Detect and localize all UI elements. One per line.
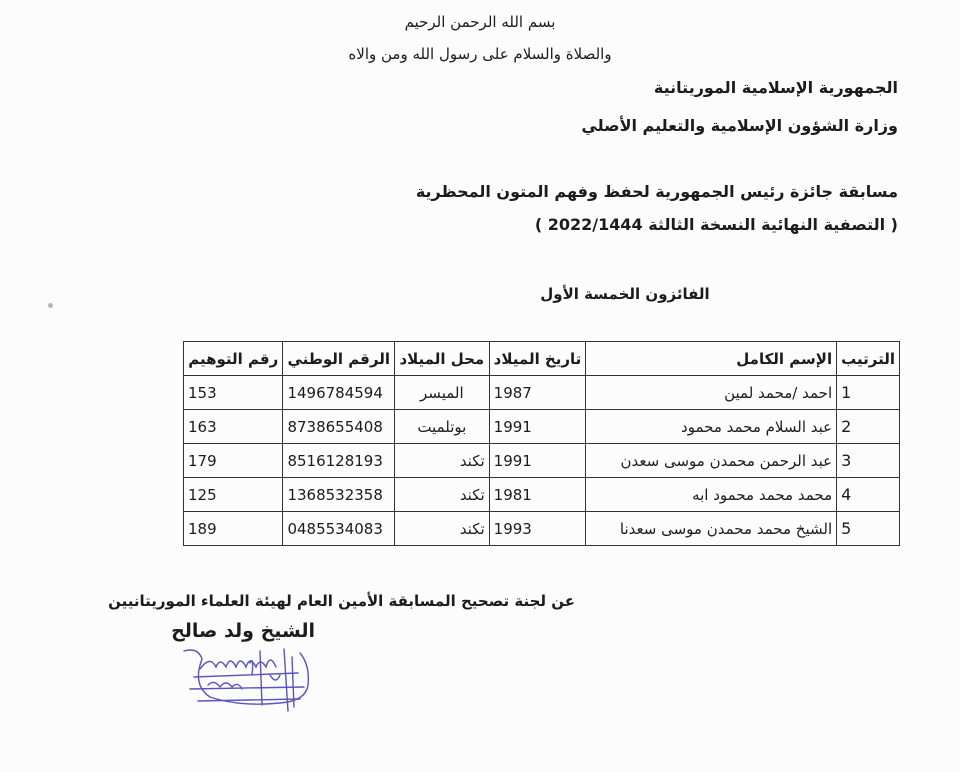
- table-row: [184, 478, 900, 512]
- cell-rank: 5: [837, 512, 900, 546]
- cell-candidate-number: 125: [184, 478, 283, 512]
- cell-rank: 3: [837, 444, 900, 478]
- country-name: الجمهورية الإسلامية الموريتانية: [653, 78, 898, 97]
- scan-speck: [48, 303, 53, 308]
- cell-birth-place: تكند: [394, 444, 489, 478]
- cell-candidate-number: 179: [184, 444, 283, 478]
- winners-table: [183, 341, 900, 546]
- cell-birth-year: 1987: [489, 376, 586, 410]
- cell-birth-year: 1991: [489, 444, 586, 478]
- table-title: الفائزون الخمسة الأول: [540, 285, 710, 303]
- cell-name: احمد /محمد لمين: [586, 376, 837, 410]
- column-header-birth-date: تاريخ الميلاد: [489, 342, 586, 376]
- cell-birth-place: تكند: [394, 478, 489, 512]
- cell-birth-place: بوتلميت: [394, 410, 489, 444]
- salutation: والصلاة والسلام على رسول الله ومن والاه: [348, 45, 612, 63]
- table-row: [184, 410, 900, 444]
- table-row: [184, 376, 900, 410]
- cell-name: الشيخ محمد محمدن موسى سعدنا: [586, 512, 837, 546]
- column-header-rank: الترتيب: [837, 342, 900, 376]
- committee-line: عن لجنة تصحيح المسابقة الأمين العام لهيئة العلماء الموريتانيين: [108, 592, 575, 610]
- column-header-birth-place: محل الميلاد: [394, 342, 489, 376]
- ministry-name: وزارة الشؤون الإسلامية والتعليم الأصلي: [581, 116, 898, 135]
- cell-rank: 2: [837, 410, 900, 444]
- table-header-row: [184, 342, 900, 376]
- column-header-full-name: الإسم الكامل: [586, 342, 837, 376]
- cell-name: محمد محمد محمود ابه: [586, 478, 837, 512]
- cell-rank: 1: [837, 376, 900, 410]
- cell-birth-year: 1981: [489, 478, 586, 512]
- cell-candidate-number: 153: [184, 376, 283, 410]
- handwritten-signature: [180, 645, 320, 717]
- cell-candidate-number: 163: [184, 410, 283, 444]
- column-header-candidate-number: رقم التوهيم: [184, 342, 283, 376]
- column-header-national-id: الرقم الوطني: [283, 342, 395, 376]
- cell-national-id: 1368532358: [283, 478, 395, 512]
- cell-birth-place: الميسر: [394, 376, 489, 410]
- competition-subtitle: ( التصفية النهائية النسخة الثالثة 2022/1444 ): [534, 215, 898, 234]
- basmala: بسم الله الرحمن الرحيم: [404, 13, 556, 31]
- table-row: [184, 444, 900, 478]
- cell-birth-year: 1993: [489, 512, 586, 546]
- cell-name: عبد السلام محمد محمود: [586, 410, 837, 444]
- cell-national-id: 1496784594: [283, 376, 395, 410]
- table-row: [184, 512, 900, 546]
- cell-national-id: 8738655408: [283, 410, 395, 444]
- cell-name: عبد الرحمن محمدن موسى سعدن: [586, 444, 837, 478]
- cell-candidate-number: 189: [184, 512, 283, 546]
- cell-birth-place: تكند: [394, 512, 489, 546]
- cell-national-id: 8516128193: [283, 444, 395, 478]
- signatory-name: الشيخ ولد صالح: [171, 620, 315, 642]
- cell-national-id: 0485534083: [283, 512, 395, 546]
- cell-rank: 4: [837, 478, 900, 512]
- cell-birth-year: 1991: [489, 410, 586, 444]
- competition-title: مسابقة جائزة رئيس الجمهورية لحفظ وفهم المتون المحظرية: [415, 182, 898, 201]
